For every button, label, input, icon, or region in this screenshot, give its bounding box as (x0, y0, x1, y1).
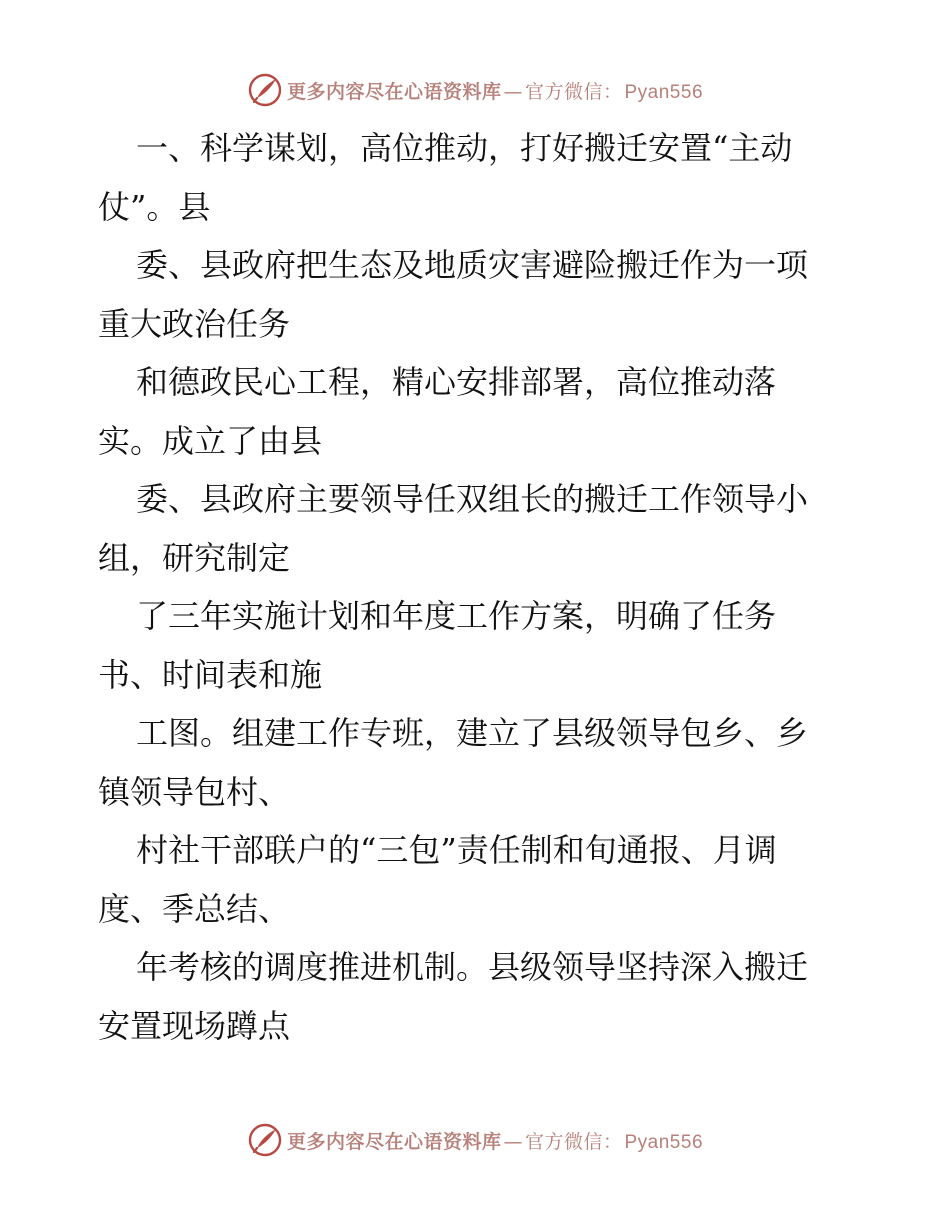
quill-circle-icon (247, 72, 283, 108)
watermark-text (287, 1127, 703, 1154)
text-line: 重大政治任务 (98, 304, 291, 343)
text-line: 年考核的调度推进机制。县级领导坚持深入搬迁 (136, 948, 809, 986)
text-line: 安置现场蹲点 (98, 1006, 291, 1045)
text-line: 工图。组建工作专班，建立了县级领导包乡、乡 (136, 714, 809, 752)
text-line: 书、时间表和施 (98, 655, 323, 694)
document-body (98, 119, 858, 1055)
watermark-wechat-id: Pyan556 (624, 1131, 704, 1153)
quill-circle-icon (247, 1122, 283, 1158)
text-line: 村社干部联户的“三包”责任制和旬通报、月调 (136, 831, 777, 869)
text-line: 实。成立了由县 (98, 421, 323, 460)
watermark-text (287, 77, 703, 104)
watermark-wechat-label: 官方微信： (524, 1130, 623, 1153)
text-line: 委、县政府把生态及地质灾害避险搬迁作为一项 (136, 246, 809, 284)
watermark-dash: — (503, 80, 523, 103)
header-watermark (0, 68, 950, 112)
text-line: 组，研究制定 (98, 538, 291, 577)
text-line: 镇领导包村、 (98, 772, 291, 811)
text-line: 度、季总结、 (98, 889, 291, 928)
watermark-wechat-id: Pyan556 (624, 81, 704, 103)
watermark-brand: 更多内容尽在心语资料库 (286, 1130, 502, 1153)
text-line: 和德政民心工程，精心安排部署，高位推动落 (136, 363, 777, 401)
text-line: 委、县政府主要领导任双组长的搬迁工作领导小 (136, 480, 809, 518)
footer-watermark (0, 1118, 950, 1162)
watermark-brand: 更多内容尽在心语资料库 (286, 80, 502, 103)
text-line: 了三年实施计划和年度工作方案，明确了任务 (136, 597, 777, 635)
watermark-dash: — (503, 1130, 523, 1153)
watermark-wechat-label: 官方微信： (524, 80, 623, 103)
text-line: 一、科学谋划，高位推动，打好搬迁安置“主动 (136, 129, 793, 167)
text-line: 仗”。县 (98, 187, 211, 226)
